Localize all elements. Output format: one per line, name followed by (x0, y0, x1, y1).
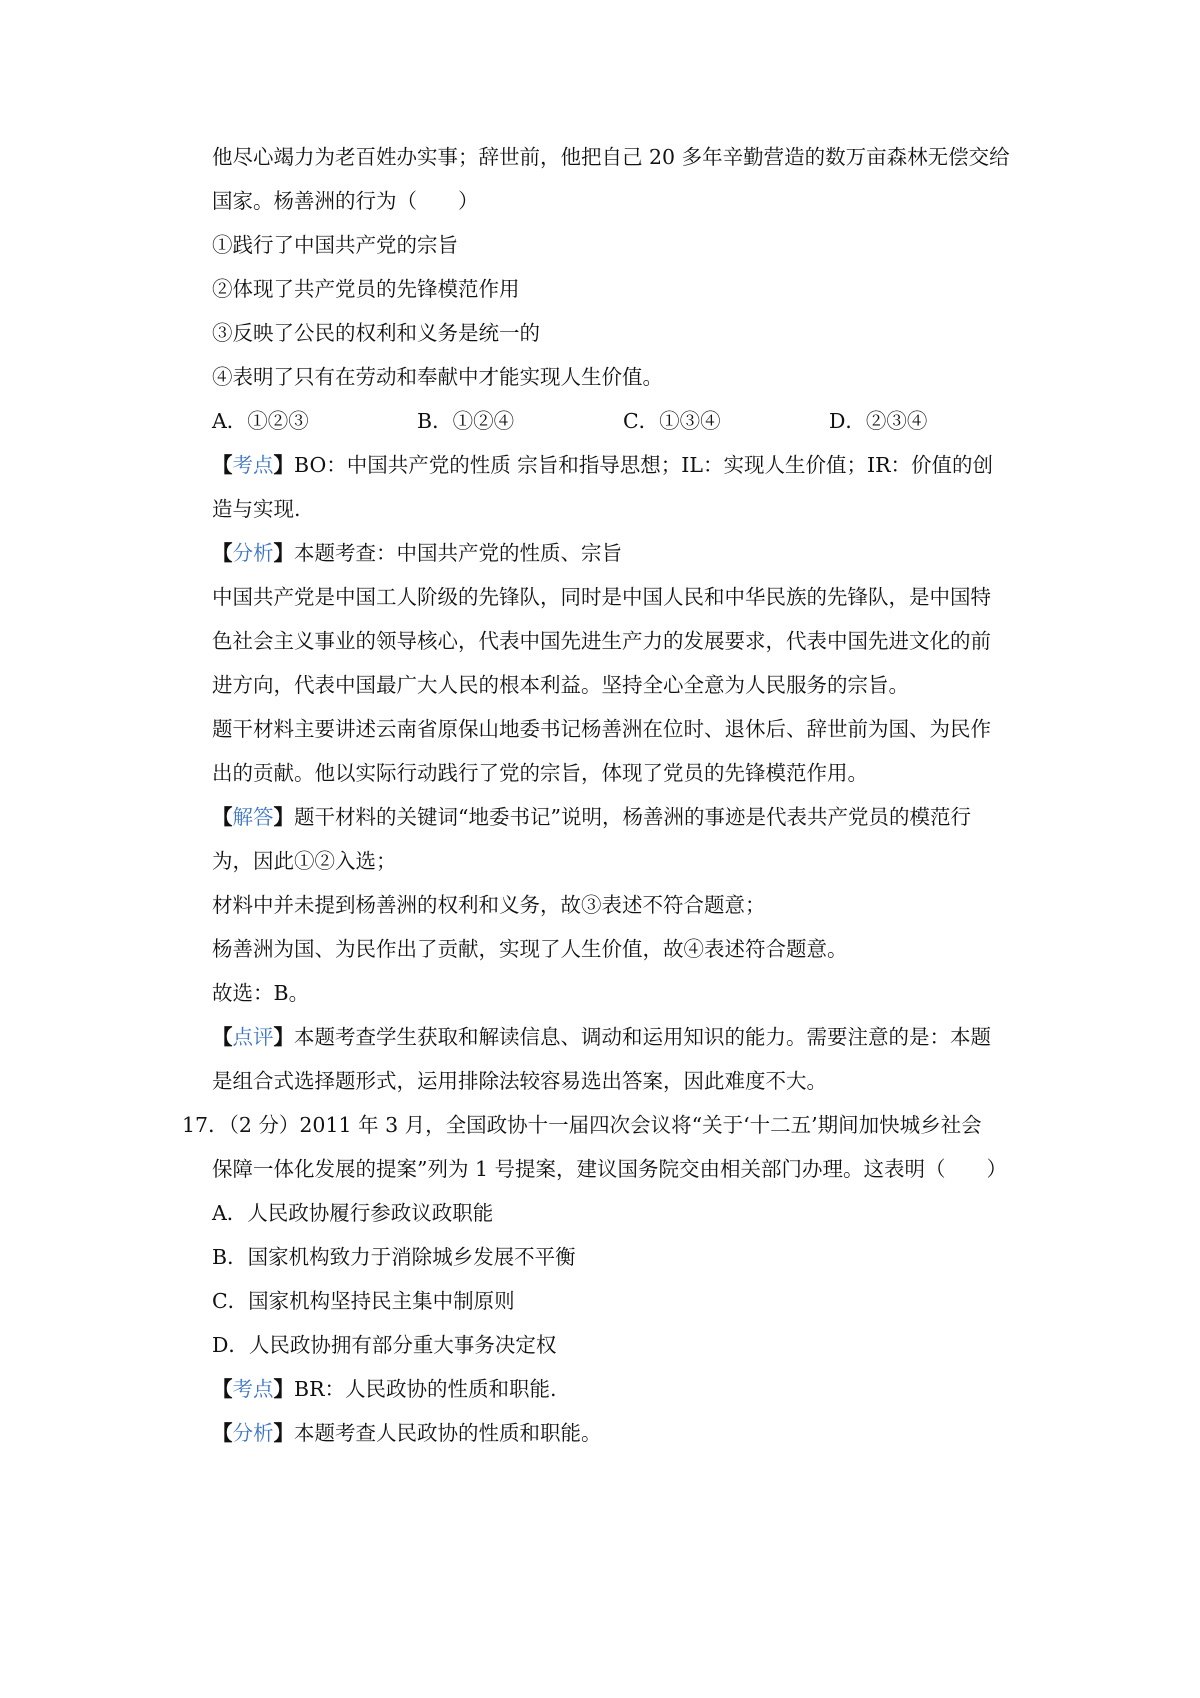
dianping-tag: 【点评】 (212, 1025, 294, 1049)
q16-fenxi-para-line-1: 中国共产党是中国工人阶级的先锋队，同时是中国人民和中华民族的先锋队，是中国特 (212, 585, 991, 609)
q16-fenxi-para-line-4: 题干材料主要讲述云南省原保山地委书记杨善洲在位时、退休后、辞世前为国、为民作 (212, 717, 991, 741)
q16-fenxi-para-line-5: 出的贡献。他以实际行动践行了党的宗旨，体现了党员的先锋模范作用。 (212, 761, 868, 785)
q17-option-d: D．人民政协拥有部分重大事务决定权 (212, 1333, 557, 1357)
q16-kaodian-line-1: 【考点】BO：中国共产党的性质 宗旨和指导思想；IL：实现人生价值；IR：价值的创 (212, 453, 994, 477)
q16-statement-3: ③反映了公民的权利和义务是统一的 (212, 321, 540, 345)
q17-option-b: B．国家机构致力于消除城乡发展不平衡 (212, 1245, 576, 1269)
fenxi-tag: 【分析】 (212, 541, 294, 565)
q16-stem-line-2: 国家。杨善洲的行为（ ） (212, 189, 479, 213)
q16-options (212, 407, 927, 435)
q17-option-c: C．国家机构坚持民主集中制原则 (212, 1289, 515, 1313)
q17-kaodian-line: 【考点】BR：人民政协的性质和职能. (212, 1377, 557, 1401)
q17-stem-line-1: 17．（2 分）2011 年 3 月，全国政协十一届四次会议将“关于‘十二五’期间加快城乡社会 (182, 1113, 982, 1137)
kaodian-tag: 【考点】 (212, 453, 294, 477)
q16-jieda-line-1: 【解答】题干材料的关键词“地委书记”说明，杨善洲的事迹是代表共产党员的模范行 (212, 805, 971, 829)
q16-jieda-line-4: 杨善洲为国、为民作出了贡献，实现了人生价值，故④表述符合题意。 (212, 937, 848, 961)
q16-kaodian-line-2: 造与实现. (212, 497, 301, 521)
q16-jieda-line-2: 为，因此①②入选； (212, 849, 397, 873)
q16-option-c: C．①③④ (623, 409, 721, 433)
q17-stem-line-2: 保障一体化发展的提案”列为 1 号提案，建议国务院交由相关部门办理。这表明（ ） (212, 1157, 1008, 1181)
q16-dianping-line-1: 【点评】本题考查学生获取和解读信息、调动和运用知识的能力。需要注意的是：本题 (212, 1025, 991, 1049)
fenxi-tag: 【分析】 (212, 1421, 294, 1445)
q16-jieda-line-3: 材料中并未提到杨善洲的权利和义务，故③表述不符合题意； (212, 893, 766, 917)
q16-dianping-line-2: 是组合式选择题形式，运用排除法较容易选出答案，因此难度不大。 (212, 1069, 827, 1093)
q16-answer-line: 故选：B。 (212, 981, 310, 1005)
q16-option-a: A．①②③ (212, 409, 309, 433)
jieda-tag: 【解答】 (212, 805, 294, 829)
q16-option-b: B．①②④ (417, 409, 515, 433)
q17-fenxi-line: 【分析】本题考查人民政协的性质和职能。 (212, 1421, 602, 1445)
q16-option-d: D．②③④ (829, 409, 928, 433)
q16-stem-line-1: 他尽心竭力为老百姓办实事；辞世前，他把自己 20 多年辛勤营造的数万亩森林无偿交给 (212, 145, 1010, 169)
q16-fenxi-para-line-2: 色社会主义事业的领导核心，代表中国先进生产力的发展要求，代表中国先进文化的前 (212, 629, 991, 653)
q16-fenxi-line: 【分析】本题考查：中国共产党的性质、宗旨 (212, 541, 622, 565)
kaodian-tag: 【考点】 (212, 1377, 294, 1401)
q16-statement-2: ②体现了共产党员的先锋模范作用 (212, 277, 520, 301)
q16-statement-1: ①践行了中国共产党的宗旨 (212, 233, 458, 257)
q16-fenxi-para-line-3: 进方向，代表中国最广大人民的根本利益。坚持全心全意为人民服务的宗旨。 (212, 673, 909, 697)
q16-statement-4: ④表明了只有在劳动和奉献中才能实现人生价值。 (212, 365, 663, 389)
q17-option-a: A．人民政协履行参政议政职能 (212, 1201, 494, 1225)
